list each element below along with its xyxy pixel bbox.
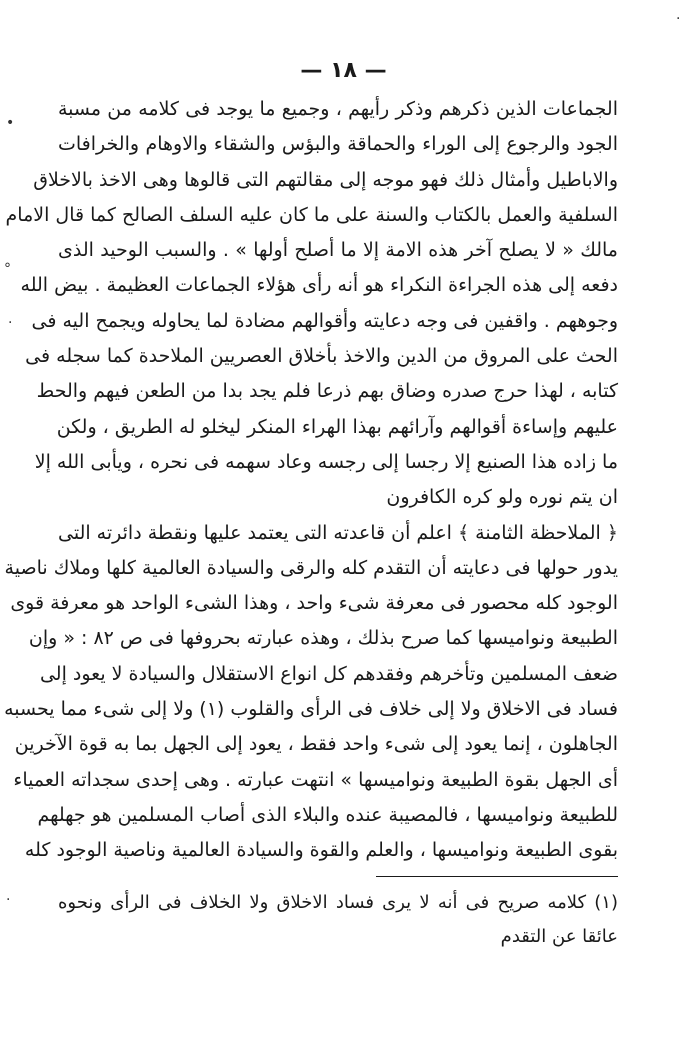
scan-speck-mark: ·	[6, 892, 11, 908]
footnotes	[58, 886, 618, 954]
body-line: السلفية والعمل بالكتاب والسنة على ما كان عليه السلف الصالح كما قال الامام	[5, 203, 618, 226]
body-line: ان يتم نوره ولو كره الكافرون	[386, 486, 618, 509]
body-line: دفعه إلى هذه الجراءة النكراء هو أنه رأى هؤلاء الجماعات العظيمة . بيض الله	[20, 274, 618, 297]
body-line: مالك « لا يصلح آخر هذه الامة إلا ما أصلح أولها » . والسبب الوحيد الذى	[58, 239, 618, 262]
body-line: الطبيعة ونواميسها كما صرح بذلك ، وهذه عبارته بحروفها فى ص ٨٢ : « وإن	[28, 627, 618, 650]
body-line: ضعف المسلمين وتأخرهم وفقدهم كل انواع الاستقلال والسيادة لا يعود إلى	[39, 662, 618, 685]
body-line: الجاهلون ، إنما يعود إلى شىء واحد فقط ، يعود إلى الجهل بما به قوة الآخرين	[14, 733, 618, 756]
body-line: الحث على المروق من الدين والاخذ بأخلاق العصريين الملاحدة كما سجله فى	[25, 345, 618, 368]
scan-speck-mark: ·	[676, 11, 681, 27]
body-line: الجود والرجوع إلى الوراء والحماقة والبؤس والشقاء والاوهام والخرافات	[58, 133, 618, 156]
scan-speck-mark: °	[4, 261, 11, 277]
body-line: ما زاده هذا الصنيع إلا رجسا إلى رجسه وعاد سهمه فى نحره ، ويأبى الله إلا	[34, 450, 618, 473]
body-line: للطبيعة ونواميسها ، فالمصيبة عنده والبلاء الذى أصاب المسلمين هو جهلهم	[37, 803, 618, 826]
page-number: — ١٨ —	[300, 58, 387, 83]
body-line: والاباطيل وأمثال ذلك فهو موجه إلى مقالتهم التى قالوها وهى الاخذ بالاخلاق	[33, 168, 618, 191]
footnote-line: عائقا عن التقدم	[500, 926, 618, 947]
scan-speck-mark: •	[6, 115, 15, 131]
body-line: وجوههم . واقفين فى وجه دعايته وأقوالهم مضادة لما يحاوله ويجمح اليه فى	[31, 309, 618, 332]
body-line: فساد فى الاخلاق ولا إلى خلاف فى الرأى والقلوب (١) ولا إلى شىء مما يحسبه	[4, 698, 618, 721]
footnote-line: (١) كلامه صريح فى أنه لا يرى فساد الاخلاق ولا الخلاف فى الرأى ونحوه	[58, 892, 618, 913]
body-line: بقوى الطبيعة ونواميسها ، والعلم والقوة والسيادة العالمية وناصية الوجود كله	[24, 839, 618, 862]
body-line: يدور حولها فى دعايته أن التقدم كله والرقى والسيادة العالمية كلها وملاك ناصية	[4, 556, 618, 579]
scan-speck-mark: ·	[8, 315, 13, 331]
footnote-divider	[376, 876, 618, 877]
body-line: الوجود كله محصور فى معرفة شىء واحد ، وهذا الشىء الواحد هو معرفة قوى	[10, 592, 618, 615]
body-line: أى الجهل بقوة الطبيعة ونواميسها » انتهت عبارته . وهى إحدى سجداته العمياء	[13, 768, 618, 791]
body-line: ﴿ الملاحظة الثامنة ﴾ اعلم أن قاعدته التى يعتمد عليها ونقطة دائرته التى	[58, 521, 618, 544]
body-line: الجماعات الذين ذكرهم وذكر رأيهم ، وجميع ما يوجد فى كلامه من مسبة	[58, 98, 618, 120]
body-line: عليهم وإساءة أقوالهم وآرائهم بهذا الهراء المنكر ليخلو له الطريق ، ولكن	[56, 415, 618, 438]
body-line: كتابه ، لهذا حرج صدره وضاق بهم ذرعا فلم يجد بدا من الطعن فيهم والحط	[36, 380, 618, 403]
body-text	[4, 92, 618, 869]
